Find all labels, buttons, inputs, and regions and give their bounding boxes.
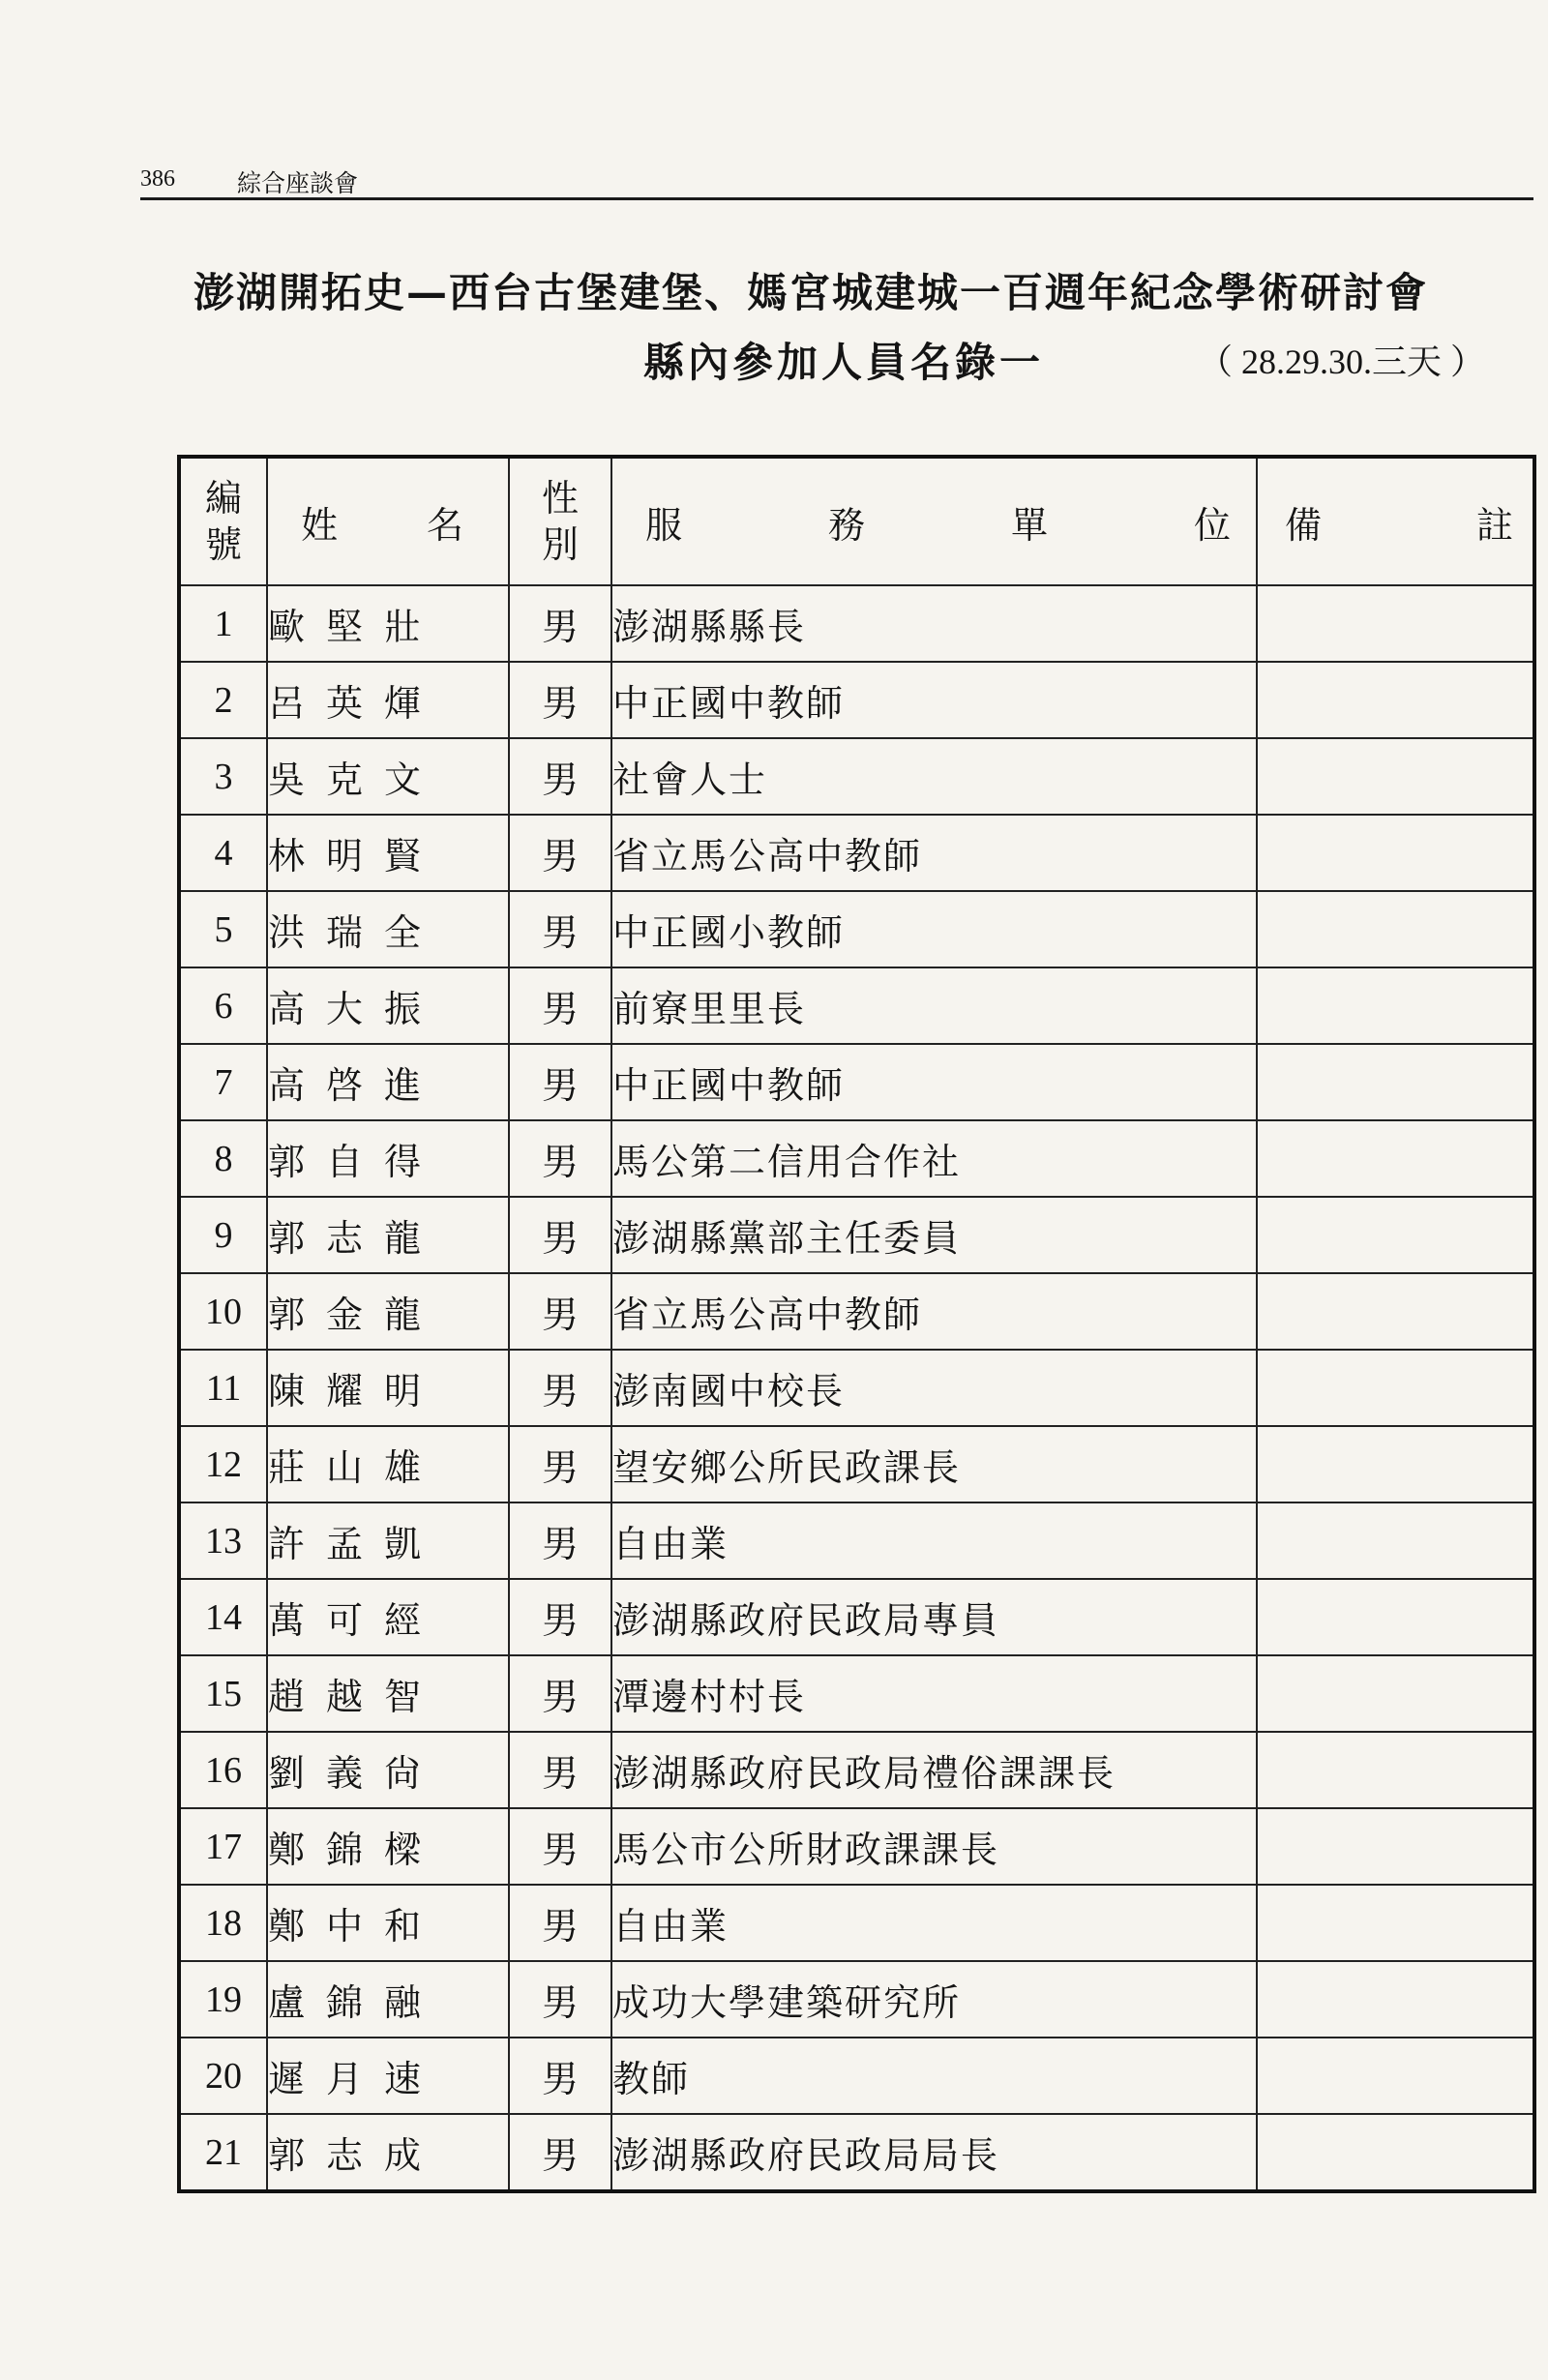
cell-number: 9: [179, 1197, 267, 1273]
cell-sex: 男: [509, 1885, 611, 1961]
cell-sex: 男: [509, 1579, 611, 1655]
cell-sex: 男: [509, 1502, 611, 1579]
table-row: [179, 2114, 1534, 2191]
cell-name: 鄭中和: [267, 1885, 509, 1961]
cell-note: [1257, 1044, 1534, 1120]
document-subtitle: 縣內參加人員名錄一: [643, 339, 1045, 386]
cell-name: 高大振: [267, 967, 509, 1044]
header-note: [1257, 457, 1534, 585]
cell-sex: 男: [509, 1120, 611, 1197]
cell-unit: 教師: [611, 2038, 1257, 2114]
cell-unit: 中正國小教師: [611, 891, 1257, 967]
cell-number: 1: [179, 585, 267, 662]
cell-note: [1257, 1961, 1534, 2038]
cell-unit: 自由業: [611, 1502, 1257, 1579]
cell-sex: 男: [509, 738, 611, 815]
cell-number: 17: [179, 1808, 267, 1885]
cell-sex: 男: [509, 1655, 611, 1732]
cell-unit: 省立馬公高中教師: [611, 815, 1257, 891]
cell-number: 6: [179, 967, 267, 1044]
cell-name: 郭志龍: [267, 1197, 509, 1273]
cell-name: 鄭錦樑: [267, 1808, 509, 1885]
cell-note: [1257, 1885, 1534, 1961]
cell-sex: 男: [509, 1808, 611, 1885]
cell-sex: 男: [509, 2038, 611, 2114]
header-sex-char: 性: [541, 477, 579, 520]
header-name-char: 名: [426, 503, 463, 547]
header-number: [179, 457, 267, 585]
cell-unit: 成功大學建築研究所: [611, 1961, 1257, 2038]
cell-note: [1257, 1502, 1534, 1579]
table-row: [179, 662, 1534, 738]
header-unit-char: 服: [645, 503, 683, 547]
cell-name: 許孟凱: [267, 1502, 509, 1579]
cell-note: [1257, 1350, 1534, 1426]
header-note-char: 註: [1475, 503, 1513, 547]
cell-unit: 望安鄉公所民政課長: [611, 1426, 1257, 1502]
cell-name: 莊山雄: [267, 1426, 509, 1502]
cell-unit: 澎湖縣黨部主任委員: [611, 1197, 1257, 1273]
cell-sex: 男: [509, 1273, 611, 1350]
cell-name: 林明賢: [267, 815, 509, 891]
cell-number: 10: [179, 1273, 267, 1350]
table-row: [179, 1273, 1534, 1350]
table-row: [179, 1579, 1534, 1655]
cell-sex: 男: [509, 1426, 611, 1502]
cell-name: 郭志成: [267, 2114, 509, 2191]
cell-note: [1257, 1579, 1534, 1655]
header-sex: [509, 457, 611, 585]
cell-sex: 男: [509, 815, 611, 891]
document-title: 澎湖開拓史—西台古堡建堡、媽宮城建城一百週年紀念學術研討會: [194, 269, 1429, 316]
cell-sex: 男: [509, 1350, 611, 1426]
date-note: （ 28.29.30.三天 ）: [1198, 342, 1486, 381]
cell-number: 2: [179, 662, 267, 738]
cell-name: 盧錦融: [267, 1961, 509, 2038]
running-title: 綜合座談會: [237, 169, 359, 197]
cell-number: 14: [179, 1579, 267, 1655]
page-number: 386: [140, 166, 175, 192]
cell-note: [1257, 891, 1534, 967]
cell-number: 3: [179, 738, 267, 815]
header-note-char: 備: [1285, 503, 1323, 547]
cell-unit: 澎湖縣政府民政局局長: [611, 2114, 1257, 2191]
cell-number: 11: [179, 1350, 267, 1426]
cell-unit: 澎湖縣政府民政局專員: [611, 1579, 1257, 1655]
table-row: [179, 1426, 1534, 1502]
header-number-char: 編: [204, 477, 242, 520]
table-header-row: [179, 457, 1534, 585]
header-unit-char: 位: [1193, 503, 1231, 547]
cell-number: 7: [179, 1044, 267, 1120]
cell-note: [1257, 967, 1534, 1044]
header-sex-char: 別: [541, 523, 579, 566]
table-row: [179, 1732, 1534, 1808]
table-row: [179, 815, 1534, 891]
table-row: [179, 1120, 1534, 1197]
cell-unit: 社會人士: [611, 738, 1257, 815]
cell-note: [1257, 1120, 1534, 1197]
table-row: [179, 1197, 1534, 1273]
cell-sex: 男: [509, 1961, 611, 2038]
participant-table: [177, 455, 1536, 2193]
cell-number: 19: [179, 1961, 267, 2038]
cell-unit: 馬公第二信用合作社: [611, 1120, 1257, 1197]
cell-note: [1257, 662, 1534, 738]
cell-note: [1257, 1273, 1534, 1350]
header-unit: [611, 457, 1257, 585]
table-row: [179, 967, 1534, 1044]
table-row: [179, 1044, 1534, 1120]
cell-unit: 澎湖縣縣長: [611, 585, 1257, 662]
table-row: [179, 1808, 1534, 1885]
table-row: [179, 1502, 1534, 1579]
cell-name: 郭自得: [267, 1120, 509, 1197]
cell-name: 陳耀明: [267, 1350, 509, 1426]
cell-sex: 男: [509, 1732, 611, 1808]
cell-name: 遲月速: [267, 2038, 509, 2114]
table-row: [179, 1350, 1534, 1426]
cell-note: [1257, 1655, 1534, 1732]
cell-name: 高啓進: [267, 1044, 509, 1120]
cell-name: 萬可經: [267, 1579, 509, 1655]
cell-note: [1257, 815, 1534, 891]
table-row: [179, 738, 1534, 815]
table-row: [179, 1885, 1534, 1961]
header-unit-char: 務: [827, 503, 865, 547]
cell-unit: 中正國中教師: [611, 662, 1257, 738]
cell-number: 21: [179, 2114, 267, 2191]
cell-name: 歐堅壯: [267, 585, 509, 662]
cell-sex: 男: [509, 891, 611, 967]
header-unit-char: 單: [1010, 503, 1048, 547]
cell-number: 16: [179, 1732, 267, 1808]
cell-name: 劉義尙: [267, 1732, 509, 1808]
table-row: [179, 585, 1534, 662]
cell-number: 18: [179, 1885, 267, 1961]
cell-note: [1257, 738, 1534, 815]
cell-number: 8: [179, 1120, 267, 1197]
cell-name: 吳克文: [267, 738, 509, 815]
cell-number: 20: [179, 2038, 267, 2114]
cell-number: 13: [179, 1502, 267, 1579]
cell-note: [1257, 1732, 1534, 1808]
cell-unit: 前寮里里長: [611, 967, 1257, 1044]
cell-sex: 男: [509, 967, 611, 1044]
table-row: [179, 1961, 1534, 2038]
cell-note: [1257, 2114, 1534, 2191]
page-header: [140, 164, 1533, 200]
cell-sex: 男: [509, 2114, 611, 2191]
table-row: [179, 2038, 1534, 2114]
table-row: [179, 1655, 1534, 1732]
cell-sex: 男: [509, 1197, 611, 1273]
cell-number: 12: [179, 1426, 267, 1502]
cell-number: 5: [179, 891, 267, 967]
table-row: [179, 891, 1534, 967]
cell-unit: 澎南國中校長: [611, 1350, 1257, 1426]
cell-name: 趙越智: [267, 1655, 509, 1732]
cell-sex: 男: [509, 585, 611, 662]
cell-unit: 中正國中教師: [611, 1044, 1257, 1120]
cell-unit: 馬公市公所財政課課長: [611, 1808, 1257, 1885]
header-name-char: 姓: [301, 503, 339, 547]
cell-note: [1257, 585, 1534, 662]
header-name: [267, 457, 509, 585]
cell-name: 郭金龍: [267, 1273, 509, 1350]
cell-name: 洪瑞全: [267, 891, 509, 967]
cell-unit: 省立馬公高中教師: [611, 1273, 1257, 1350]
cell-note: [1257, 1197, 1534, 1273]
cell-note: [1257, 2038, 1534, 2114]
cell-sex: 男: [509, 662, 611, 738]
cell-name: 呂英煇: [267, 662, 509, 738]
cell-note: [1257, 1426, 1534, 1502]
cell-number: 15: [179, 1655, 267, 1732]
cell-sex: 男: [509, 1044, 611, 1120]
cell-note: [1257, 1808, 1534, 1885]
cell-unit: 自由業: [611, 1885, 1257, 1961]
cell-unit: 澎湖縣政府民政局禮俗課課長: [611, 1732, 1257, 1808]
cell-unit: 潭邊村村長: [611, 1655, 1257, 1732]
cell-number: 4: [179, 815, 267, 891]
header-number-char: 號: [204, 523, 242, 566]
